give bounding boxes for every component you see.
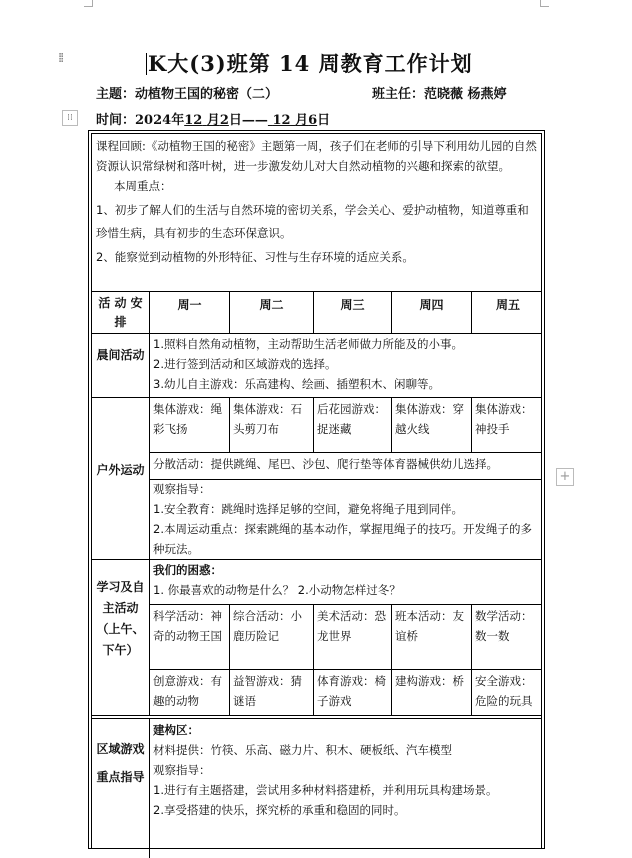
col-divider (229, 397, 230, 452)
day-header-tue: 周二 (259, 298, 284, 312)
outdoor-game-thu: 集体游戏：穿越火线 (395, 402, 464, 436)
time-line (96, 109, 330, 128)
outdoor-observe-item: 2.本周运动重点：探索跳绳的基本动作，掌握甩绳子的技巧。开发绳子的多种玩法。 (153, 522, 532, 556)
end-month: 12 (272, 113, 291, 128)
teacher-label: 班主任： (372, 87, 425, 102)
area-item: 1.进行有主题搭建，尝试用多种材料搭建桥，并利用玩具构建场景。 (153, 783, 498, 797)
month-label: 月 (206, 113, 220, 128)
outdoor-observe-item: 1.安全教育：跳绳时选择足够的空间，避免将绳子甩到同伴。 (153, 502, 463, 516)
day-header-fri: 周五 (495, 298, 520, 312)
study-puzzle-cell (153, 560, 543, 600)
outdoor-game-wed: 后花园游戏：捉迷藏 (317, 402, 386, 436)
study-label: 学习及自主活动（上午、下午） (96, 580, 145, 657)
row-divider (92, 291, 541, 292)
dash: —— (241, 113, 268, 128)
page-title (146, 48, 473, 78)
day-label: 日 (317, 113, 331, 128)
text-cursor (146, 53, 147, 75)
teacher-names: 范晓薇 杨燕婷 (424, 87, 507, 102)
activity-header: 活 动 安 排 (98, 296, 143, 329)
outdoor-game-mon: 集体游戏：绳彩飞扬 (153, 402, 222, 436)
study-activity-thu: 班本活动：友谊桥 (395, 609, 464, 643)
col-divider (391, 291, 392, 333)
plan-table-inner (91, 133, 542, 848)
title-text: K大(3)班第 14 周教育工作计划 (148, 51, 473, 76)
row-divider (149, 669, 541, 670)
page-corner-mark (540, 0, 549, 7)
plan-table (88, 130, 545, 849)
outdoor-game-fri: 集体游戏：神投手 (475, 402, 533, 436)
outdoor-observe-title: 观察指导： (153, 482, 211, 496)
area-label: 区域游戏重点指导 (96, 742, 145, 784)
drag-handle-icon[interactable]: ⁞⁞ (58, 51, 63, 66)
focus-item-2: 2、能察觉到动植物的外形特征、习性与生存环境的适应关系。 (96, 250, 414, 264)
area-observe-title: 观察指导： (153, 763, 211, 777)
row-divider (92, 715, 541, 716)
theme-label: 主题： (96, 87, 136, 102)
outdoor-observe-cell (153, 479, 543, 559)
area-cell (153, 720, 543, 820)
area-item: 2.享受搭建的快乐，探究桥的承重和稳固的同时。 (153, 803, 406, 817)
focus-title: 本周重点： (114, 179, 172, 193)
day-header-mon: 周一 (177, 298, 202, 312)
study-game-thu: 建构游戏：桥 (395, 674, 464, 688)
morning-item: 2.进行签到活动和区域游戏的选择。 (153, 357, 337, 371)
outdoor-label: 户外运动 (96, 463, 145, 477)
add-column-button[interactable]: + (556, 468, 574, 486)
table-move-handle-icon[interactable]: ⁞⁞ (62, 110, 78, 126)
row-divider (92, 718, 541, 719)
day-header-wed: 周三 (340, 298, 365, 312)
col-divider (229, 604, 230, 715)
col-divider (471, 397, 472, 452)
study-game-tue: 益智游戏：猜谜语 (233, 674, 302, 708)
page-corner-mark (84, 0, 93, 7)
study-activity-fri: 数学活动：数一数 (475, 609, 533, 643)
theme-line (96, 83, 507, 102)
outdoor-scatter: 分散活动：提供跳绳、尾巴、沙包、爬行垫等体育器械供幼儿选择。 (153, 457, 498, 471)
review-text: 课程回顾:《动植物王国的秘密》主题第一周，孩子们在老师的引导下利用幼儿园的自然资源认识常绿树和落叶树，进一步激发幼儿对大自然动植物的兴趣和探索的欲望。 (96, 139, 537, 173)
study-game-wed: 体育游戏：椅子游戏 (317, 674, 386, 708)
label-col-divider (149, 291, 150, 715)
day-label: 日 (228, 113, 242, 128)
col-divider (471, 604, 472, 715)
study-activity-mon: 科学活动：神奇的动物王国 (153, 609, 222, 643)
study-activity-wed: 美术活动：恐龙世界 (317, 609, 386, 643)
col-divider (313, 291, 314, 333)
col-divider (313, 604, 314, 715)
puzzle-title: 我们的困惑： (153, 563, 222, 577)
outdoor-game-tue: 集体游戏：石头剪刀布 (233, 402, 302, 436)
area-build-title: 建构区： (153, 723, 199, 737)
label-col-divider (149, 718, 150, 858)
morning-label: 晨间活动 (96, 348, 145, 362)
theme-value: 动植物王国的秘密（二） (135, 87, 279, 102)
row-divider (149, 452, 541, 453)
col-divider (391, 604, 392, 715)
time-label: 时间： (96, 113, 136, 128)
day-header-thu: 周四 (419, 298, 444, 312)
study-game-fri: 安全游戏：危险的玩具 (475, 674, 533, 708)
start-day: 2 (219, 113, 229, 128)
col-divider (313, 397, 314, 452)
area-materials: 材料提供：竹筷、乐高、磁力片、积木、硬板纸、汽车模型 (153, 743, 452, 757)
col-divider (471, 291, 472, 333)
morning-cell (153, 334, 543, 394)
end-day: 6 (308, 113, 318, 128)
year: 2024年 (135, 113, 185, 128)
morning-item: 1.照料自然角动植物，主动帮助生活老师做力所能及的小事。 (153, 337, 463, 351)
focus-item-1: 1、初步了解人们的生活与自然环境的密切关系，学会关心、爱护动植物，知道尊重和珍惜生病，具有初步的生态环保意识。 (96, 203, 529, 240)
puzzle-text: 1. 你最喜欢的动物是什么？ 2.小动物怎样过冬？ (153, 583, 401, 597)
month-label: 月 (295, 113, 309, 128)
review-cell (96, 136, 540, 267)
morning-item: 3.幼儿自主游戏：乐高建构、绘画、插塑积木、闲聊等。 (153, 377, 440, 391)
col-divider (391, 397, 392, 452)
start-month: 12 (184, 113, 203, 128)
study-game-mon: 创意游戏：有趣的动物 (153, 674, 222, 708)
row-divider (149, 604, 541, 605)
row-divider (92, 397, 541, 398)
teacher-block (372, 83, 507, 102)
study-activity-tue: 综合活动：小鹿历险记 (233, 609, 302, 643)
col-divider (229, 291, 230, 333)
